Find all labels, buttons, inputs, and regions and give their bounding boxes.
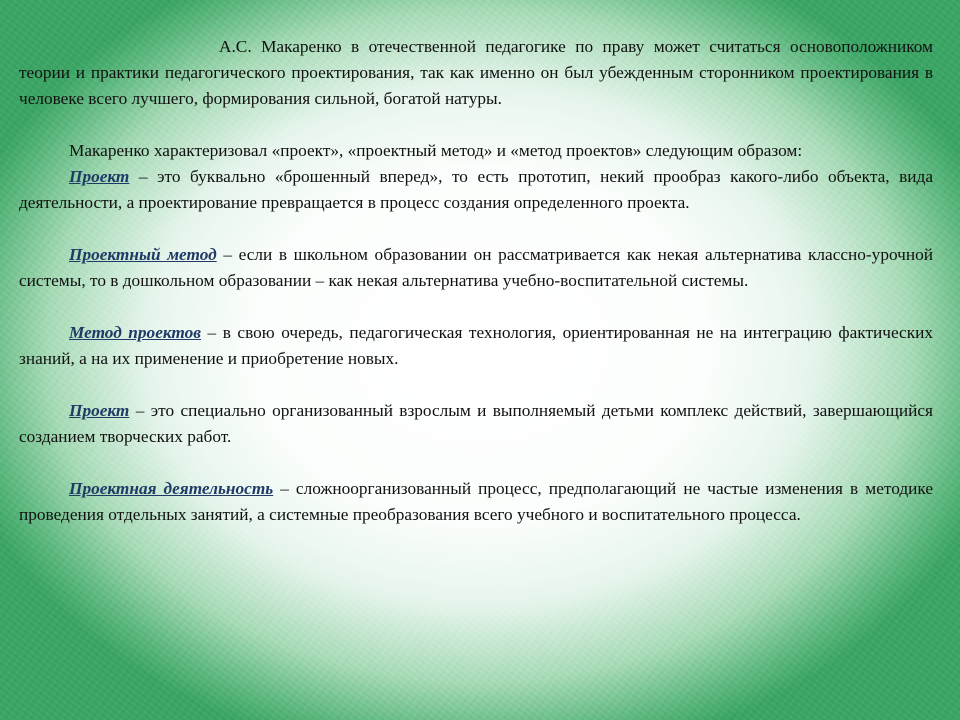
term-method-of-projects: Метод проектов — [69, 323, 201, 342]
term-project-second: Проект — [69, 401, 130, 420]
paragraph-characterization: Макаренко характеризовал «проект», «проектный метод» и «метод проектов» следующим образом: — [69, 141, 803, 160]
definition-method-of-projects: – в свою очередь, педагогическая технология, ориентированная не на интеграцию фактических знаний, а на их применение и приобретение новых. — [19, 323, 933, 368]
paragraph-intro: А.С. Макаренко в отечественной педагогике по праву может считаться основоположником теории и практики педагогического проектирования, так как именно он был убежденным сторонником проектирования в человеке всего лучшего, формирования сильной, богатой натуры. — [19, 37, 933, 108]
term-project: Проект — [69, 167, 130, 186]
paragraph-project-method — [19, 242, 933, 294]
paragraph-project-second — [19, 398, 933, 450]
definition-project-second: – это специально организованный взрослым и выполняемый детьми комплекс действий, завершающийся созданием творческих работ. — [19, 401, 933, 446]
definition-project: – это буквально «брошенный вперед», то есть прототип, некий прообраз какого-либо объекта, вида деятельности, а проектирование превращается в процесс создания определенного проекта. — [19, 167, 933, 212]
definition-project-method: – если в школьном образовании он рассматривается как некая альтернатива классно-урочной системы, то в дошкольном образовании – как некая альтернатива учебно-воспитательной системы. — [19, 245, 933, 290]
definition-project-activity: – сложноорганизованный процесс, предполагающий не частые изменения в методике проведения отдельных занятий, а системные преобразования всего учебного и воспитательного процесса. — [19, 479, 934, 524]
term-project-method: Проектный метод — [69, 245, 217, 264]
paragraph-method-of-projects — [19, 320, 933, 372]
paragraph-project-activity — [19, 476, 933, 528]
slide-text-body — [19, 34, 933, 528]
paragraph-project-definition — [19, 164, 933, 216]
term-project-activity: Проектная деятельность — [69, 479, 274, 498]
